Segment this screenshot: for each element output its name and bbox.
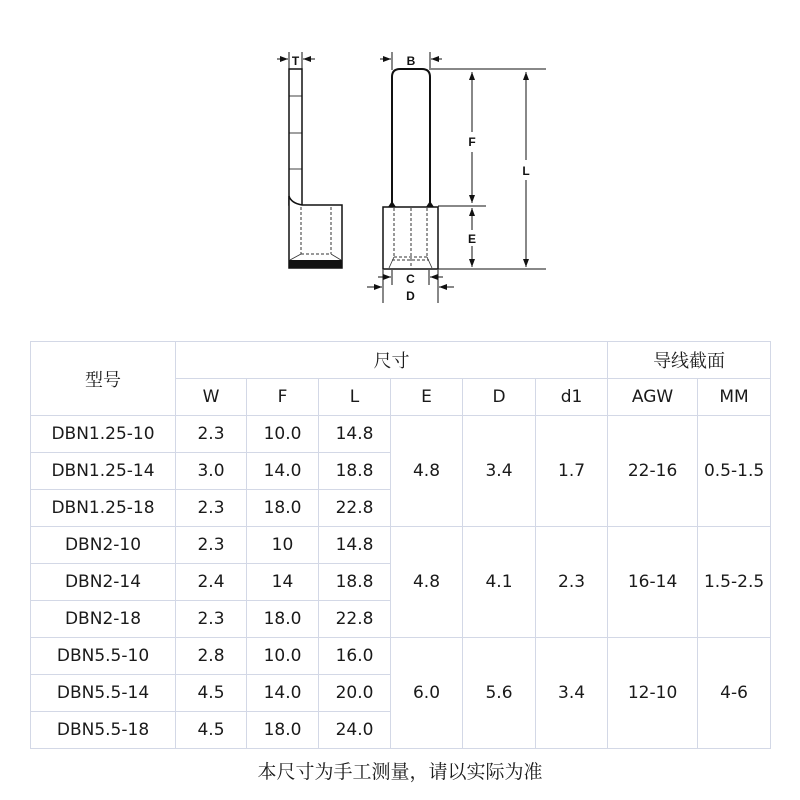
cell-L: 14.8 (319, 527, 391, 564)
side-view (277, 52, 342, 268)
cell-F: 10.0 (247, 416, 319, 453)
cell-L: 24.0 (319, 712, 391, 749)
cell-L: 18.8 (319, 453, 391, 490)
cell-W: 4.5 (176, 712, 247, 749)
cell-F: 14 (247, 564, 319, 601)
table-row (31, 416, 771, 453)
cell-F: 14.0 (247, 453, 319, 490)
header-D: D (463, 379, 536, 416)
cell-MM: 4-6 (698, 638, 771, 749)
cell-F: 18.0 (247, 601, 319, 638)
label-C: C (406, 272, 415, 286)
cell-W: 2.3 (176, 601, 247, 638)
header-AGW: AGW (608, 379, 698, 416)
front-view (367, 52, 546, 303)
table-row (31, 527, 771, 564)
cell-L: 22.8 (319, 490, 391, 527)
label-B: B (406, 54, 416, 68)
cell-AGW: 12-10 (608, 638, 698, 749)
cell-L: 14.8 (319, 416, 391, 453)
table-row (31, 638, 771, 675)
header-dimensions: 尺寸 (176, 342, 608, 379)
cell-D: 3.4 (463, 416, 536, 527)
cell-W: 2.3 (176, 490, 247, 527)
cell-AGW: 22-16 (608, 416, 698, 527)
cell-d1: 3.4 (536, 638, 608, 749)
header-MM: MM (698, 379, 771, 416)
cell-L: 22.8 (319, 601, 391, 638)
label-F: F (468, 135, 476, 149)
cell-model: DBN1.25-14 (31, 453, 176, 490)
cell-model: DBN2-18 (31, 601, 176, 638)
header-model: 型号 (31, 342, 176, 416)
label-D: D (406, 289, 415, 303)
spec-table (30, 341, 771, 749)
cell-L: 20.0 (319, 675, 391, 712)
cell-L: 18.8 (319, 564, 391, 601)
cell-F: 10.0 (247, 638, 319, 675)
footnote: 本尺寸为手工测量，请以实际为准 (257, 761, 543, 783)
cell-model: DBN2-10 (31, 527, 176, 564)
cell-d1: 1.7 (536, 416, 608, 527)
cell-model: DBN1.25-18 (31, 490, 176, 527)
header-wire-section: 导线截面 (608, 342, 771, 379)
cell-D: 5.6 (463, 638, 536, 749)
cell-W: 2.3 (176, 527, 247, 564)
cell-W: 3.0 (176, 453, 247, 490)
cell-model: DBN2-14 (31, 564, 176, 601)
cell-W: 4.5 (176, 675, 247, 712)
cell-W: 2.4 (176, 564, 247, 601)
cell-model: DBN5.5-18 (31, 712, 176, 749)
cell-model: DBN5.5-10 (31, 638, 176, 675)
cell-F: 18.0 (247, 712, 319, 749)
cell-MM: 0.5-1.5 (698, 416, 771, 527)
cell-W: 2.8 (176, 638, 247, 675)
cell-E: 6.0 (391, 638, 463, 749)
cell-F: 14.0 (247, 675, 319, 712)
label-E: E (467, 232, 477, 246)
label-L: L (522, 164, 530, 178)
cell-d1: 2.3 (536, 527, 608, 638)
cell-E: 4.8 (391, 416, 463, 527)
cell-MM: 1.5-2.5 (698, 527, 771, 638)
cell-E: 4.8 (391, 527, 463, 638)
header-d1: d1 (536, 379, 608, 416)
cell-F: 18.0 (247, 490, 319, 527)
terminal-drawing (0, 0, 800, 320)
header-L: L (319, 379, 391, 416)
cell-AGW: 16-14 (608, 527, 698, 638)
cell-model: DBN5.5-14 (31, 675, 176, 712)
cell-F: 10 (247, 527, 319, 564)
label-T: T (291, 54, 300, 68)
header-row-1 (31, 342, 771, 379)
cell-D: 4.1 (463, 527, 536, 638)
cell-W: 2.3 (176, 416, 247, 453)
header-W: W (176, 379, 247, 416)
cell-model: DBN1.25-10 (31, 416, 176, 453)
header-F: F (247, 379, 319, 416)
cell-L: 16.0 (319, 638, 391, 675)
header-E: E (391, 379, 463, 416)
